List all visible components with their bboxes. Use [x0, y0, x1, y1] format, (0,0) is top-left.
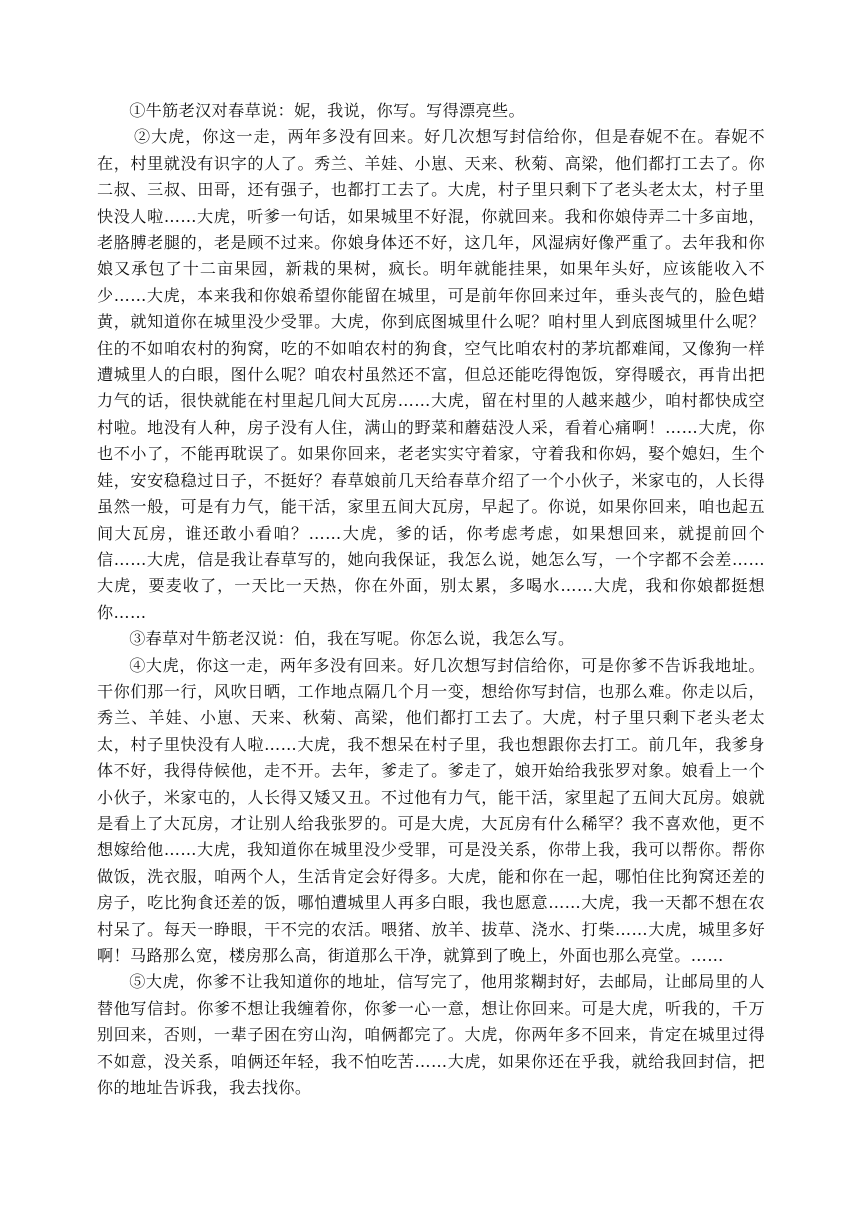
paragraph-1: ①牛筋老汉对春草说：妮，我说，你写。写得漂亮些。	[129, 101, 526, 120]
document-body	[97, 98, 765, 1101]
paragraph-2: ②大虎，你这一走，两年多没有回来。好几次想写封信给你，但是春妮不在。春妮不在，村里就没有识字的人了。秀兰、羊娃、小崽、天来、秋菊、高梁，他们都打工去了。你二叔、三叔、田哥，还有强子，也都打工去了。大虎，村子里只剩下了老头老太太，村子里快没人啦……大虎，听爹一句话，如果城里不好混，你就回来。我和你娘侍弄二十多亩地，老胳膊老腿的，老是顾不过来。你娘身体还不好，这几年，风湿病好像严重了。去年我和你娘又承包了十二亩果园，新栽的果树，疯长。明年就能挂果，如果年头好，应该能收入不少……大虎，本来我和你娘希望你能留在城里，可是前年你回来过年，垂头丧气的，脸色蜡黄，就知道你在城里没少受罪。大虎，你到底图城里什么呢？咱村里人到底图城里什么呢？住的不如咱农村的狗窝，吃的不如咱农村的狗食，空气比咱农村的茅坑都难闻，又像狗一样遭城里人的白眼，图什么呢？咱农村虽然还不富，但总还能吃得饱饭，穿得暖衣，再肯出把力气的话，很快就能在村里起几间大瓦房……大虎，留在村里的人越来越少，咱村都快成空村啦。地没有人种，房子没有人住，满山的野菜和蘑菇没人采，看着心痛啊！……大虎，你也不小了，不能再耽误了。如果你回来，老老实实守着家，守着我和你妈，娶个媳妇，生个娃，安安稳稳过日子，不挺好？春草娘前几天给春草介绍了一个小伙子，米家屯的，人长得虽然一般，可是有力气，能干活，家里五间大瓦房，早起了。你说，如果你回来，咱也起五间大瓦房，谁还敢小看咱？……大虎，爹的话，你考虑考虑，如果想回来，就提前回个信……大虎，信是我让春草写的，她向我保证，我怎么说，她怎么写，一个字都不会差……大虎，要麦收了，一天比一天热，你在外面，别太累，多喝水……大虎，我和你娘都挺想你……	[97, 127, 765, 622]
paragraph-3: ③春草对牛筋老汉说：伯，我在写呢。你怎么说，我怎么写。	[129, 629, 575, 649]
paragraph-5: ⑤大虎，你爹不让我知道你的地址，信写完了，他用浆糊封好，去邮局，让邮局里的人替他写信封。你爹不想让我缠着你，你爹一心一意，想让你回来。可是大虎，听我的，千万别回来，否则，一辈子困在穷山沟，咱俩都完了。大虎，你两年多不回来，肯定在城里过得不如意，没关系，咱俩还年轻，我不怕吃苦……大虎，如果你还在乎我，就给我回封信，把你的地址告诉我，我去找你。	[97, 972, 765, 1098]
paragraph-4: ④大虎，你这一走，两年多没有回来。好几次想写封信给你，可是你爹不告诉我地址。干你们那一行，风吹日晒，工作地点隔几个月一变，想给你写封信，也那么难。你走以后，秀兰、羊娃、小崽、天来、秋菊、高梁，他们都打工去了。大虎，村子里只剩下老头老太太，村子里快没有人啦……大虎，我不想呆在村子里，我也想跟你去打工。前几年，我爹身体不好，我得侍候他，走不开。去年，爹走了。爹走了，娘开始给我张罗对象。娘看上一个小伙子，米家屯的，人长得又矮又丑。不过他有力气，能干活，家里起了五间大瓦房。娘就是看上了大瓦房，才让别人给我张罗的。可是大虎，大瓦房有什么稀罕？我不喜欢他，更不想嫁给他……大虎，我知道你在城里没少受罪，可是没关系，你带上我，我可以帮你。帮你做饭，洗衣服，咱两个人，生活肯定会好得多。大虎，能和你在一起，哪怕住比狗窝还差的房子，吃比狗食还差的饭，哪怕遭城里人再多白眼，我也愿意……大虎，我一天都不想在农村呆了。每天一睁眼，干不完的农活。喂猪、放羊、拔草、浇水、打柴……大虎，城里多好啊！马路那么宽，楼房那么高，街道那么干净，就算到了晚上，外面也那么亮堂。……	[97, 655, 765, 965]
